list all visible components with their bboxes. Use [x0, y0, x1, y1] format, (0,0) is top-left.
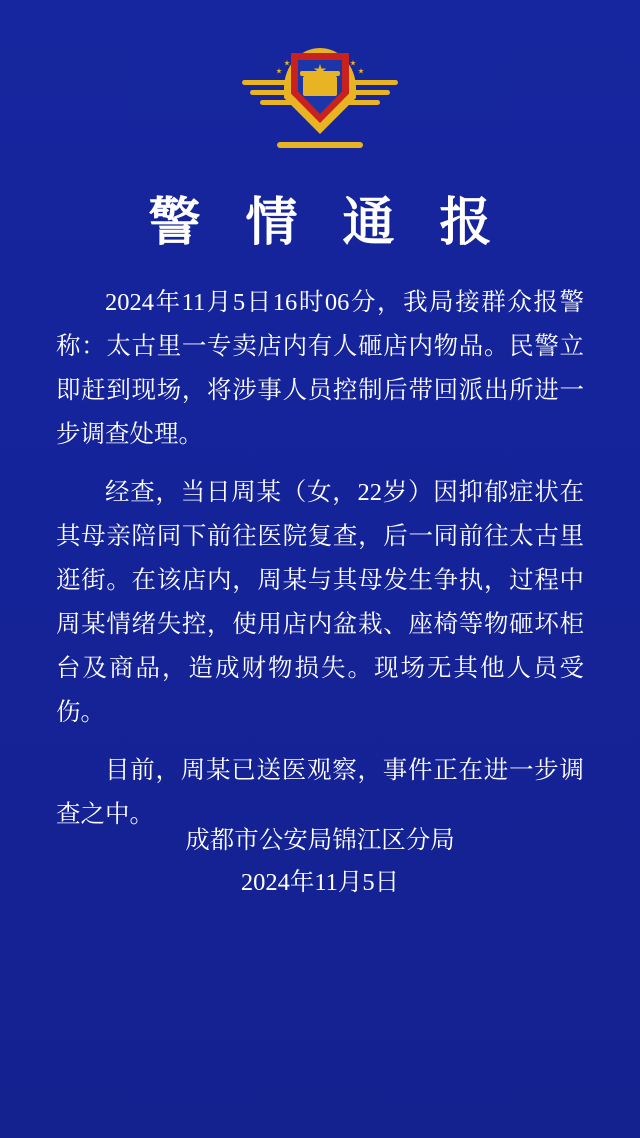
emblem-small-star-icon — [276, 68, 282, 74]
emblem-gate-icon — [303, 76, 337, 96]
issue-date: 2024年11月5日 — [240, 869, 400, 896]
page-title: 警 情 通 报 — [148, 195, 508, 252]
notice-body — [0, 281, 640, 837]
paragraph: 经查，当日周某（女，22岁）因抑郁症状在其母亲陪同下前往医院复查，后一同前往太古里逛街。在该店内，周某与其母发生争执，过程中周某情绪失控，使用店内盆栽、座椅等物砸坏柜台及商品，造成财物损失。现场无其他人员受伤。 — [56, 479, 584, 726]
paragraph: 目前，周某已送医观察，事件正在进一步调查之中。 — [56, 757, 584, 828]
signature-block — [0, 820, 640, 904]
emblem-container — [0, 0, 640, 150]
china-police-emblem-icon — [240, 46, 400, 150]
emblem-base — [277, 142, 363, 148]
paragraph: 2024年11月5日16时06分，我局接群众报警称：太古里一专卖店内有人砸店内物品。民警立即赶到现场，将涉事人员控制后带回派出所进一步调查处理。 — [56, 289, 584, 448]
emblem-small-star-icon — [358, 68, 364, 74]
issuing-authority: 成都市公安局锦江区分局 — [185, 827, 455, 854]
emblem-small-star-icon — [350, 60, 356, 66]
